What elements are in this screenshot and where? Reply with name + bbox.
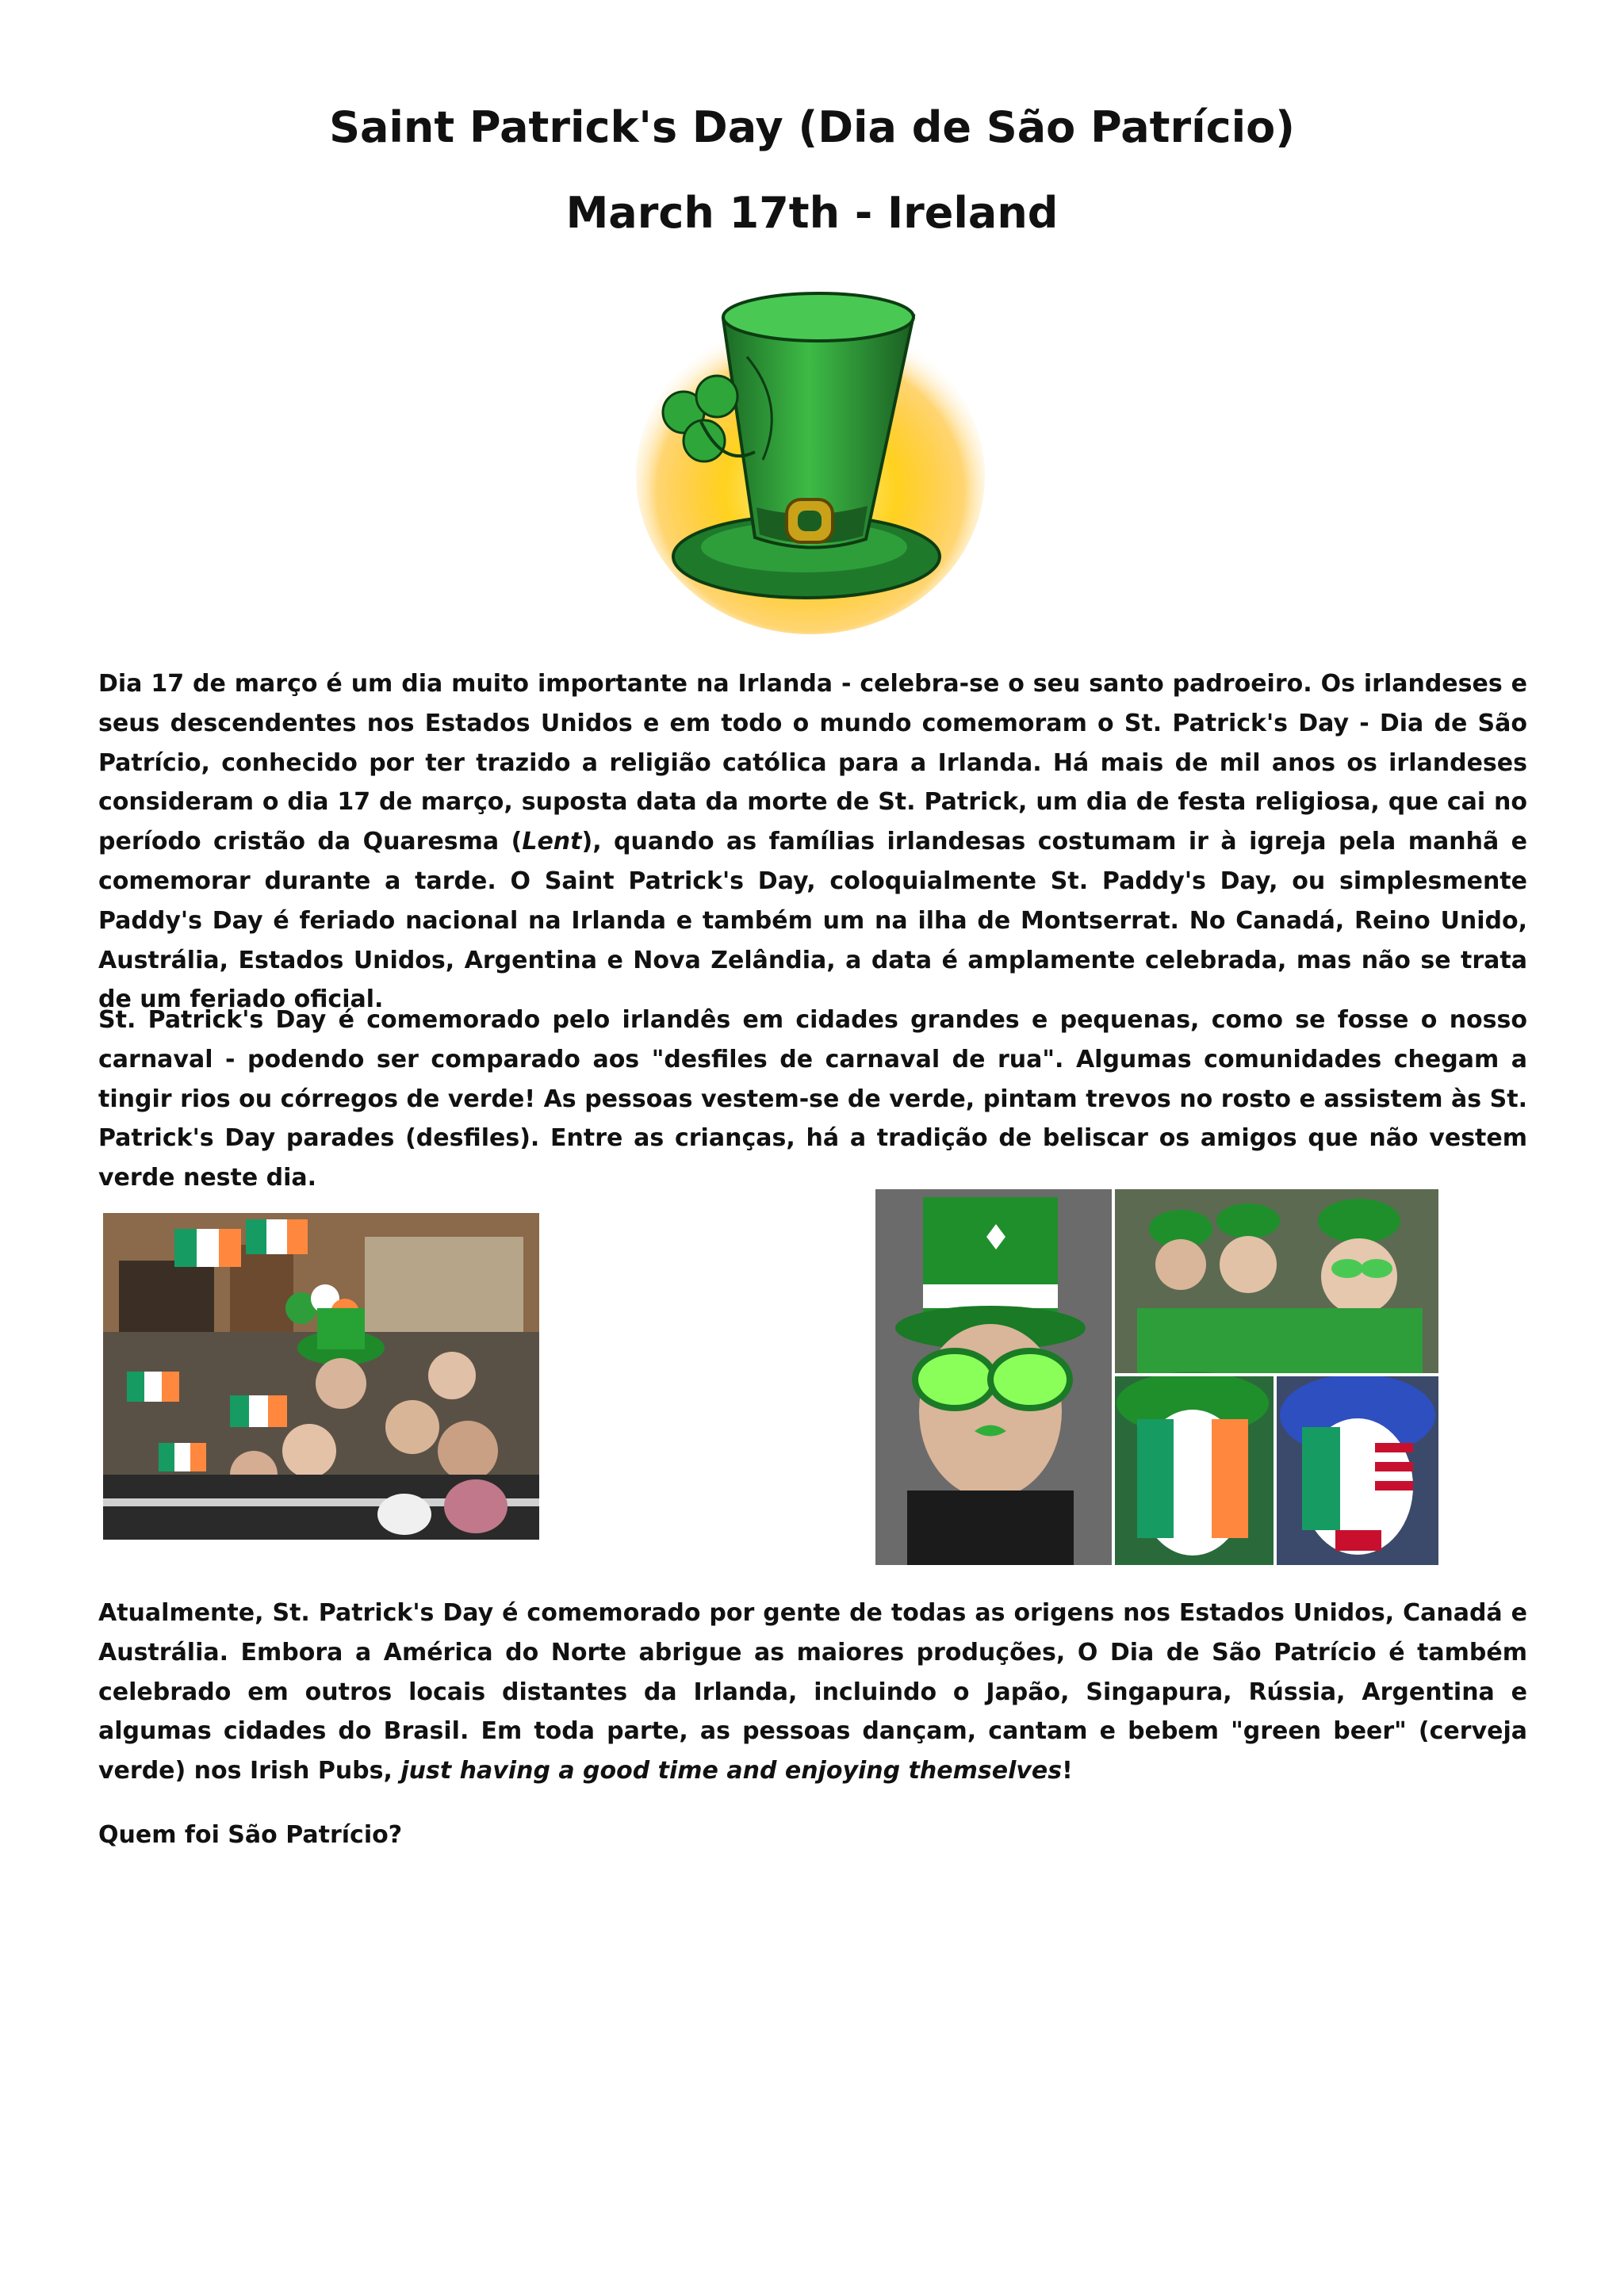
intro-text-part2: ), quando as famílias irlandesas costumam ir à igreja pela manhã e comemorar durante a tarde. O Saint Patrick's Day, coloquialmente St. Paddy's Day, ou simplesmente Paddy's Day é feriado nacional na Irlanda e também um na ilha de Montserrat. No Canadá, Reino Unido, Austrália, Estados Unidos, Argentina e Nova Zelândia, a data é amplamente celebrada, mas não se trata de um feriado oficial. [98, 828, 1527, 1014]
intro-text-italic: Lent [522, 828, 582, 856]
page-subtitle: March 17th - Ireland [565, 188, 1059, 238]
worldwide-text-part2: ! [1062, 1757, 1073, 1785]
intro-paragraph [98, 664, 1527, 1020]
worldwide-text-part1: Atualmente, St. Patrick's Day é comemorado por gente de todas as origens nos Estados Unidos, Canadá e Austrália. Embora a América do Norte abrigue as maiores produções, O Dia de São Patrício é também celebrado em outros locais distantes da Irlanda, incluindo o Japão, Singapura, Rússia, Argentina e algumas cidades do Brasil. Em toda parte, as pessoas dançam, cantam e bebem "green beer" (cerveja verde) nos Irish Pubs, [98, 1599, 1527, 1785]
leprechaun-hat-image [628, 270, 994, 634]
worldwide-paragraph [98, 1594, 1527, 1791]
parade-crowd-photo [103, 1213, 539, 1540]
question-heading: Quem foi São Patrício? [98, 1821, 403, 1849]
intro-text-part1: Dia 17 de março é um dia muito importante na Irlanda - celebra-se o seu santo padroeiro. Os irlandeses e seus descendentes nos Estados Unidos e em todo o mundo comemoram o St. Patrick's Day - Dia de São Patrício, conhecido por ter trazido a religião católica para a Irlanda. Há mais de mil anos os irlandeses consideram o dia 17 de março, suposta data da morte de St. Patrick, um dia de festa religiosa, que cai no período cristão da Quaresma ( [98, 670, 1527, 856]
page-title: Saint Patrick's Day (Dia de São Patrício) [329, 102, 1295, 152]
face-paint-collage [875, 1189, 1438, 1565]
celebration-paragraph: St. Patrick's Day é comemorado pelo irlandês em cidades grandes e pequenas, como se fosse o nosso carnaval - podendo ser comparado aos "desfiles de carnaval de rua". Algumas comunidades chegam a tingir rios ou córregos de verde! As pessoas vestem-se de verde, pintam trevos no rosto e assistem às St. Patrick's Day parades (desfiles). Entre as crianças, há a tradição de beliscar os amigos que não vestem verde neste dia. [98, 1006, 1527, 1192]
worldwide-text-italic: just having a good time and enjoying themselves [400, 1757, 1063, 1785]
